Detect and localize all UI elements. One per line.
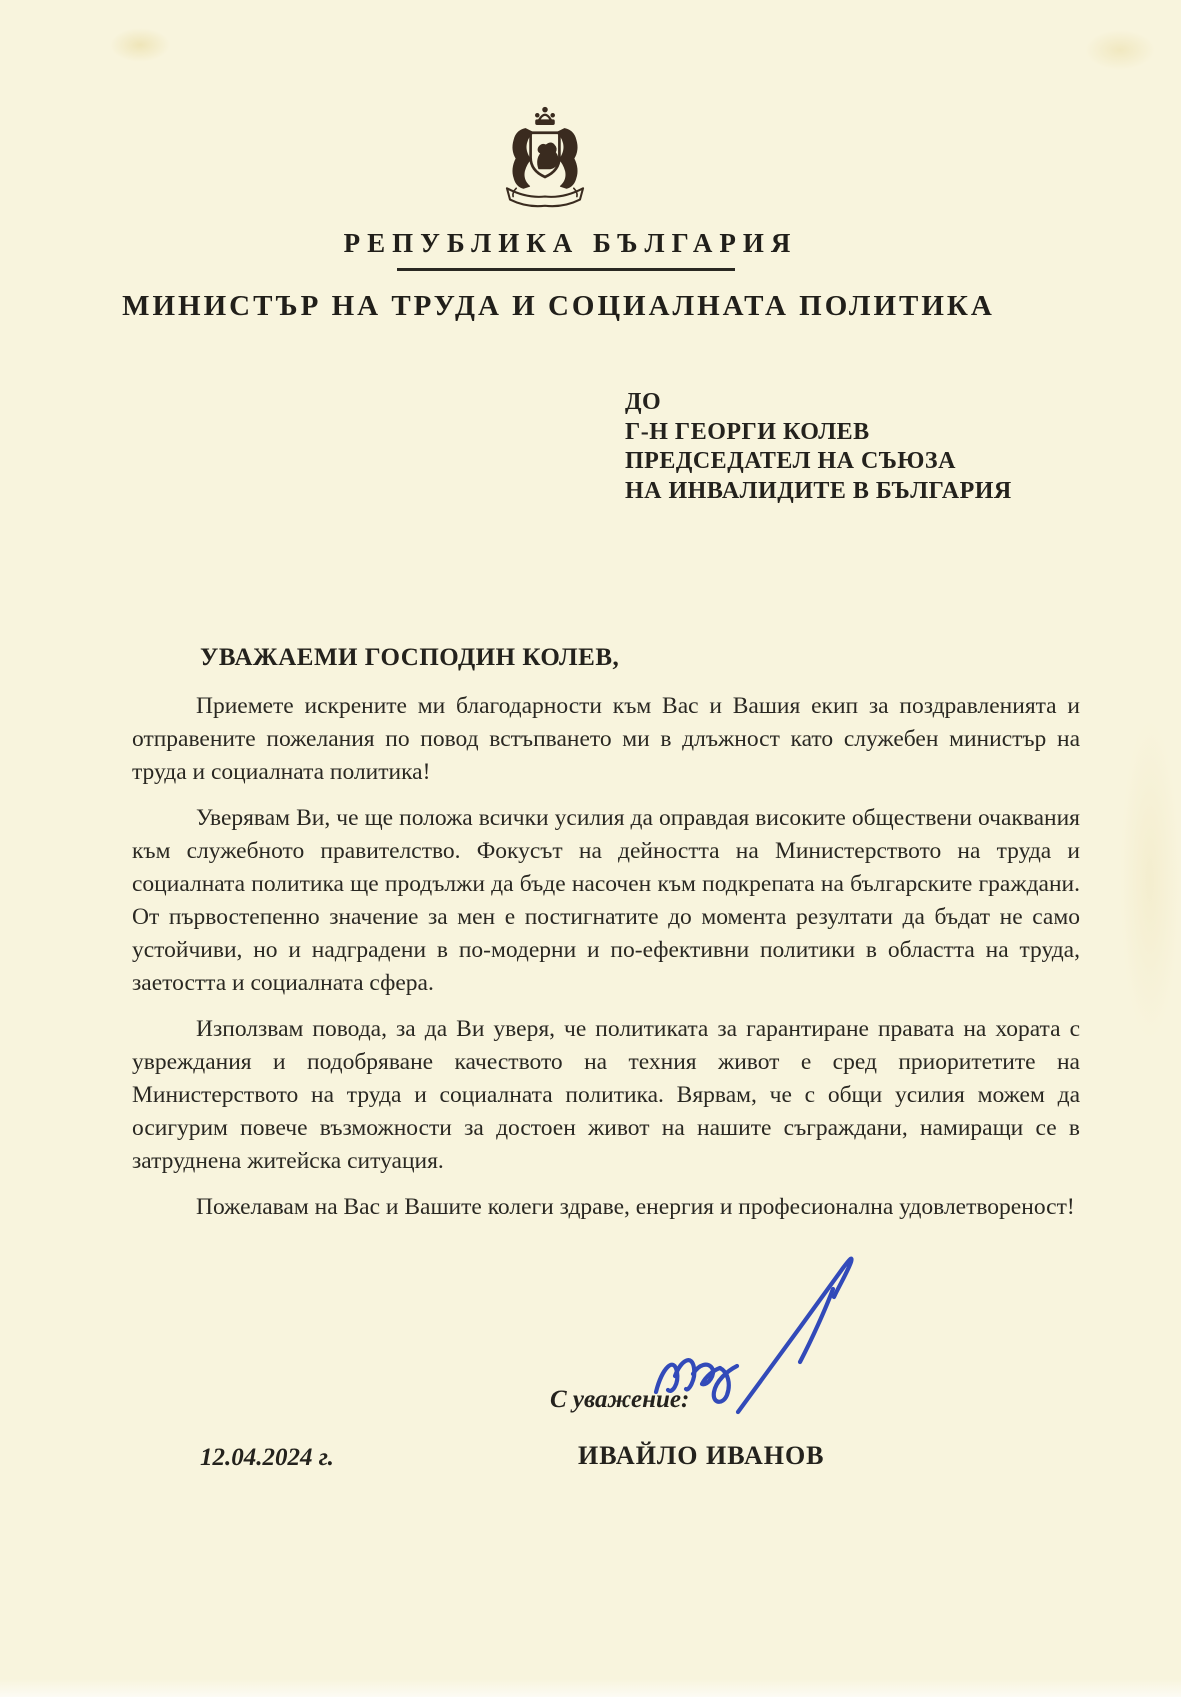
letter-date: 12.04.2024 г. bbox=[200, 1444, 334, 1471]
recipient-line: ПРЕДСЕДАТЕЛ НА СЪЮЗА bbox=[625, 448, 956, 474]
country-title: РЕПУБЛИКА БЪЛГАРИЯ bbox=[343, 228, 798, 258]
body-paragraph: Приемете искрените ми благодарности към Вас и Вашия екип за поздравленията и отправените пожелания по повод встъпването ми в длъжност като служебен министър на труда и социалната политика! bbox=[132, 693, 1080, 785]
recipient-line: ДО bbox=[625, 389, 662, 415]
signatory-name: ИВАЙЛО ИВАНОВ bbox=[578, 1441, 825, 1470]
scan-smudge bbox=[110, 28, 170, 62]
handwritten-signature-icon bbox=[642, 1242, 874, 1424]
ministry-title: МИНИСТЪР НА ТРУДА И СОЦИАЛНАТА ПОЛИТИКА bbox=[122, 290, 995, 322]
body-paragraph: Използвам повода, за да Ви уверя, че политиката за гарантиране правата на хората с увреждания и подобряване качеството на техния живот е сред приоритетите на Министерството на труда и социалната политика. Вярвам, че с общи усилия можем да осигурим повече възможности за достоен живот на нашите съграждани, намиращи се в затруднена житейска ситуация. bbox=[132, 1016, 1080, 1174]
valediction: С уважение: bbox=[550, 1386, 690, 1413]
header-divider bbox=[397, 268, 735, 271]
body-paragraph: Пожелавам на Вас и Вашите колеги здраве, енергия и професионална удовлетвореност! bbox=[196, 1194, 1075, 1220]
scan-smudge bbox=[1120, 720, 1180, 1040]
scan-edge bbox=[0, 1679, 1181, 1697]
body-paragraph: Уверявам Ви, че ще положа всички усилия да оправдая високите обществени очаквания към служебното правителство. Фокусът на дейността на Министерството на труда и социалната политика ще продължи да бъде насочен към подкрепата на българските граждани. От първостепенно значение за мен е постигнатите до момента резултати да бъдат не само устойчиви, но и надградени в по-модерни и по-ефективни политики в областта на труда, заетостта и социалната сфера. bbox=[132, 805, 1080, 996]
letter-body bbox=[132, 690, 1080, 1237]
bulgaria-coat-of-arms-icon bbox=[493, 106, 597, 214]
recipient-line: Г-Н ГЕОРГИ КОЛЕВ bbox=[625, 418, 870, 445]
recipient-block bbox=[625, 388, 1012, 506]
scan-smudge bbox=[1085, 30, 1155, 70]
recipient-line: НА ИНВАЛИДИТЕ В БЪЛГАРИЯ bbox=[625, 477, 1012, 504]
salutation: УВАЖАЕМИ ГОСПОДИН КОЛЕВ, bbox=[200, 644, 620, 671]
